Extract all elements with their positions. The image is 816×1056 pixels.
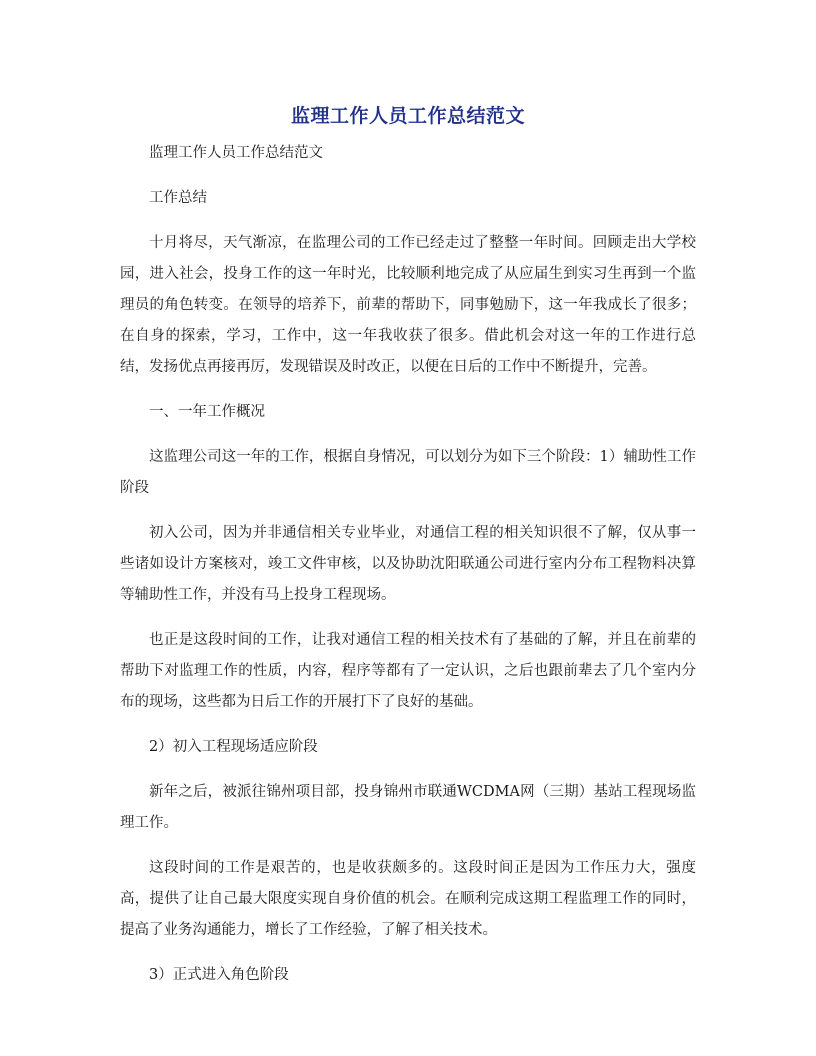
paragraph-stage-2: 新年之后，被派往锦州项目部，投身锦州市联通WCDMA网（三期）基站工程现场监理工作。: [120, 784, 696, 831]
paragraph-heading-summary: 工作总结: [149, 190, 207, 206]
document-title: 监理工作人员工作总结范文: [290, 105, 525, 127]
stage-heading-2: 2）初入工程现场适应阶段: [149, 739, 318, 755]
paragraph-subtitle: 监理工作人员工作总结范文: [149, 145, 323, 161]
paragraph-stages: 这监理公司这一年的工作，根据自身情况，可以划分为如下三个阶段：1）辅助性工作阶段: [120, 449, 696, 496]
paragraph-stage-1: 初入公司，因为并非通信相关专业毕业，对通信工程的相关知识很不了解，仅从事一些诸如设计方案核对，竣工文件审核，以及协助沈阳联通公司进行室内分布工程物料决算等辅助性工作，并没有马上投身工程现场。: [120, 525, 696, 603]
paragraph-intro: 十月将尽，天气渐凉，在监理公司的工作已经走过了整整一年时间。回顾走出大学校园，进入社会，投身工作的这一年时光，比较顺利地完成了从应届生到实习生再到一个监理员的角色转变。在领导的培养下，前辈的帮助下，同事勉励下，这一年我成长了很多；在自身的探索，学习，工作中，这一年我收获了很多。借此机会对这一年的工作进行总结，发扬优点再接再厉，发现错误及时改正，以便在日后的工作中不断提升，完善。: [120, 235, 696, 375]
section-heading-overview: 一、一年工作概况: [149, 404, 265, 420]
document-body: [120, 138, 696, 1005]
paragraph-stage-2-cont: 这段时间的工作是艰苦的，也是收获颇多的。这段时间正是因为工作压力大，强度高，提供了让自己最大限度实现自身价值的机会。在顺利完成这期工程监理工作的同时，提高了业务沟通能力，增长了工作经验，了解了相关技术。: [120, 860, 696, 938]
paragraph-stage-1-cont: 也正是这段时间的工作，让我对通信工程的相关技术有了基础的了解，并且在前辈的帮助下对监理工作的性质，内容，程序等都有了一定认识，之后也跟前辈去了几个室内分布的现场，这些都为日后工作的开展打下了良好的基础。: [120, 632, 696, 710]
stage-heading-3: 3）正式进入角色阶段: [149, 967, 289, 983]
